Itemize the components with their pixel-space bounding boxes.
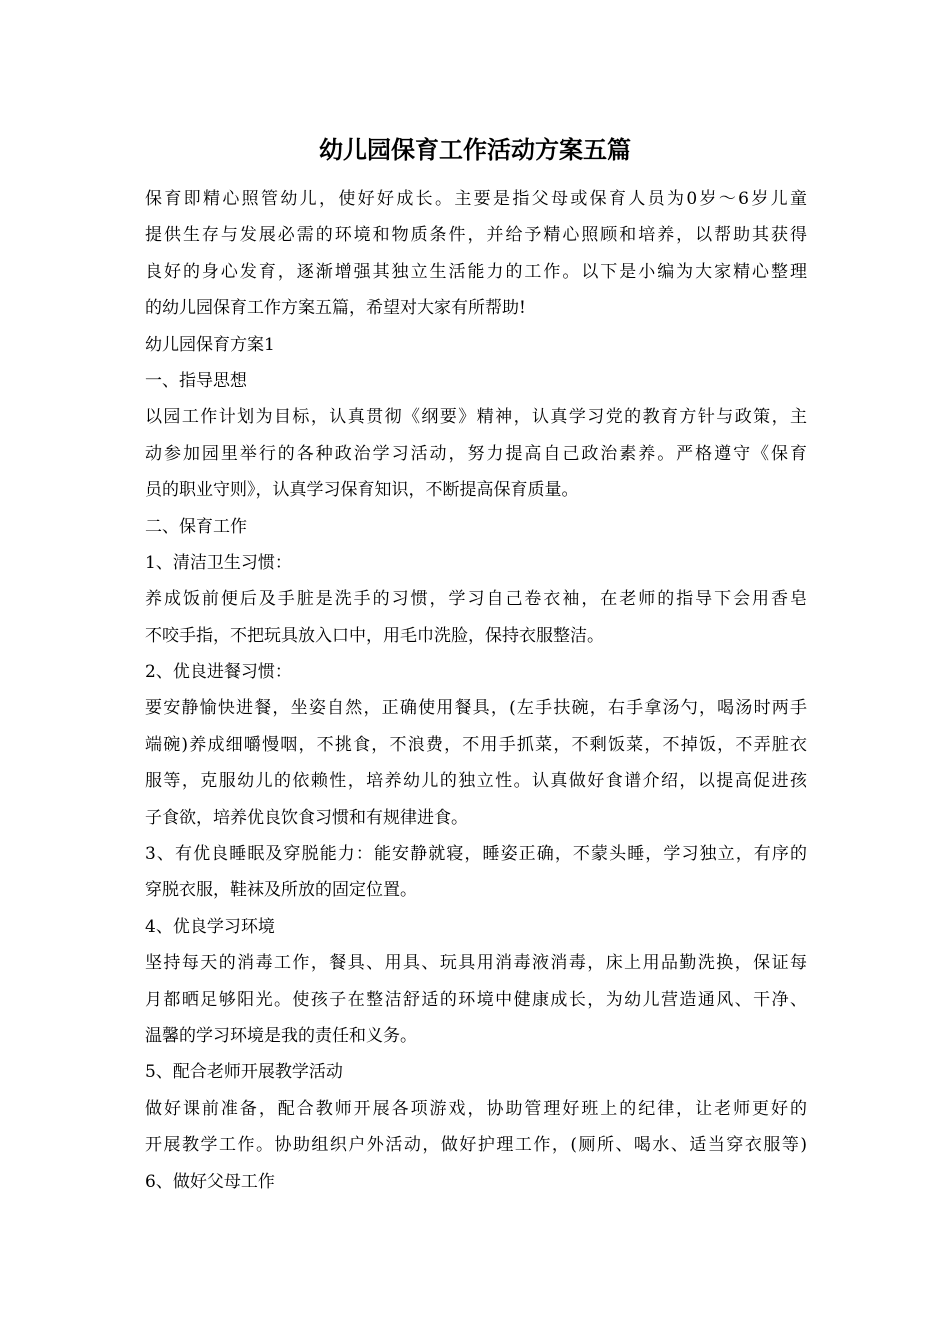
text-line: 开展教学工作。协助组织户外活动，做好护理工作，(厕所、喝水、适当穿衣服等) (145, 1135, 807, 1156)
text-line: 二、保育工作 (145, 516, 247, 537)
text-line: 不咬手指，不把玩具放入口中，用毛巾洗脸，保持衣服整洁。 (145, 625, 604, 646)
text-line: 养成饭前便后及手脏是洗手的习惯，学习自己卷衣袖，在老师的指导下会用香皂 (145, 589, 807, 610)
document-title: 幼儿园保育工作活动方案五篇 (319, 135, 631, 164)
text-line: 保育即精心照管幼儿，使好好成长。主要是指父母或保育人员为0岁～6岁儿童 (145, 189, 807, 209)
text-line: 温馨的学习环境是我的责任和义务。 (145, 1025, 417, 1046)
text-line: 5、配合老师开展教学活动 (145, 1062, 343, 1083)
text-line: 员的职业守则》，认真学习保育知识，不断提高保育质量。 (145, 480, 579, 501)
text-line: 一、指导思想 (145, 370, 247, 391)
document-body (145, 181, 807, 1200)
text-line: 坚持每天的消毒工作，餐具、用具、玩具用消毒液消毒，床上用品勤洗换，保证每 (145, 953, 807, 974)
text-line: 的幼儿园保育工作方案五篇，希望对大家有所帮助! (145, 298, 526, 319)
text-line: 1、清洁卫生习惯： (145, 552, 292, 573)
text-line: 3、有优良睡眠及穿脱能力：能安静就寝，睡姿正确，不蒙头睡，学习独立，有序的 (145, 844, 807, 865)
text-line: 动参加园里举行的各种政治学习活动，努力提高自己政治素养。严格遵守《保育 (145, 443, 807, 464)
text-line: 月都晒足够阳光。使孩子在整洁舒适的环境中健康成长，为幼儿营造通风、干净、 (145, 989, 807, 1010)
text-line: 以园工作计划为目标，认真贯彻《纲要》精神，认真学习党的教育方针与政策，主 (145, 407, 807, 428)
text-line: 6、做好父母工作 (145, 1171, 275, 1192)
text-line: 服等，克服幼儿的依赖性，培养幼儿的独立性。认真做好食谱介绍，以提高促进孩 (145, 771, 807, 792)
text-line: 子食欲，培养优良饮食习惯和有规律进食。 (145, 807, 468, 828)
text-line: 良好的身心发育，逐渐增强其独立生活能力的工作。以下是小编为大家精心整理 (145, 261, 807, 282)
text-line: 做好课前准备，配合教师开展各项游戏，协助管理好班上的纪律，让老师更好的 (145, 1098, 807, 1119)
text-line: 穿脱衣服，鞋袜及所放的固定位置。 (145, 880, 417, 901)
text-line: 要安静愉快进餐，坐姿自然，正确使用餐具，(左手扶碗，右手拿汤勺，喝汤时两手 (145, 698, 807, 719)
text-line: 端碗)养成细嚼慢咽，不挑食，不浪费，不用手抓菜，不剩饭菜，不掉饭，不弄脏衣 (145, 734, 807, 755)
text-line: 4、优良学习环境 (145, 916, 275, 937)
text-line: 幼儿园保育方案1 (145, 334, 275, 355)
text-line: 提供生存与发展必需的环境和物质条件，并给予精心照顾和培养，以帮助其获得 (145, 225, 807, 246)
text-line: 2、优良进餐习惯： (145, 662, 292, 683)
